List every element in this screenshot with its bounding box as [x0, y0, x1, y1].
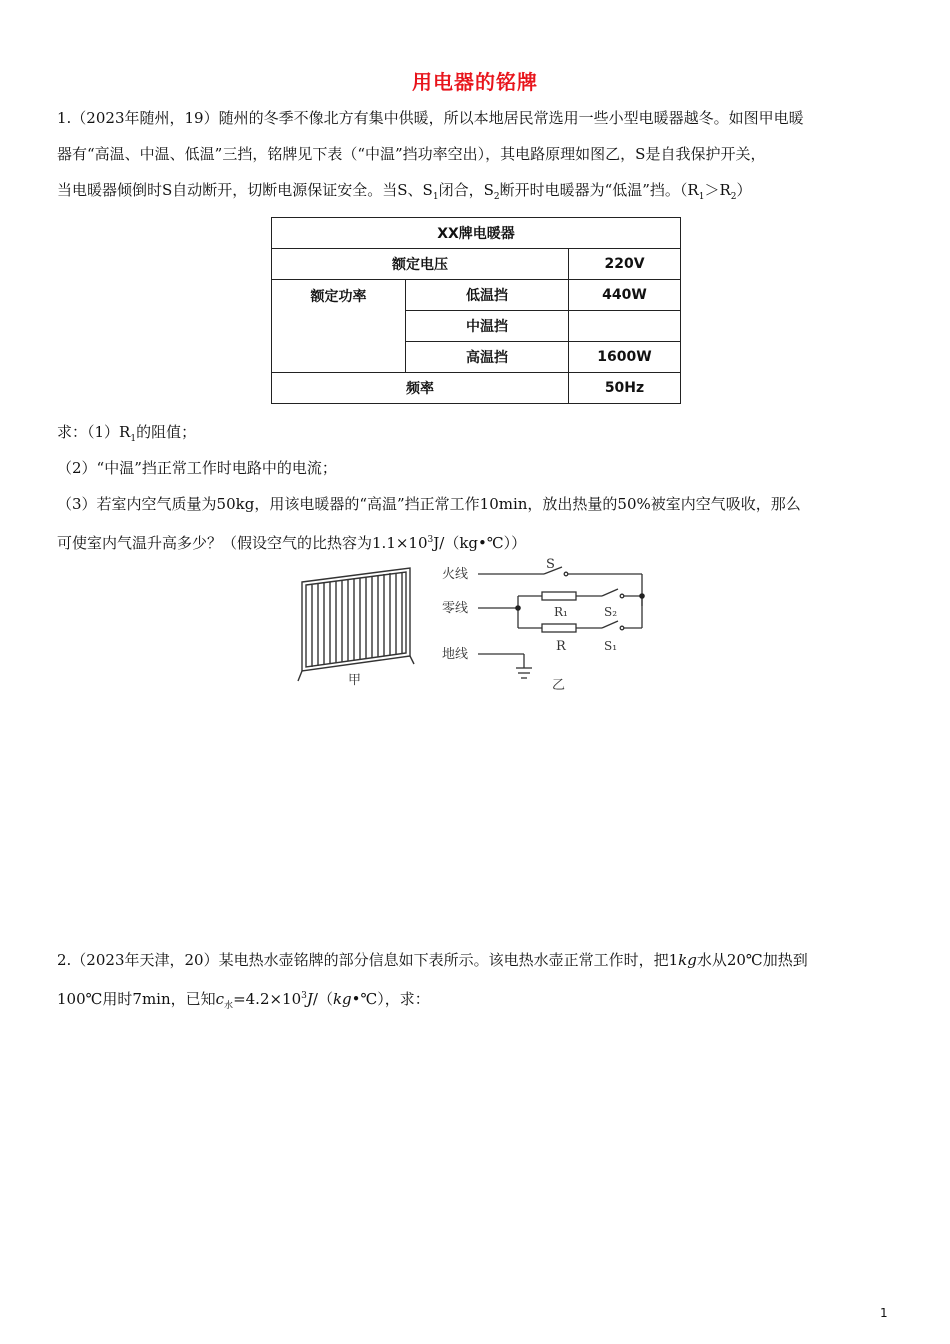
q1-ask-2: （2）“中温”挡正常工作时电路中的电流； — [57, 459, 337, 477]
q2-line-1: 2.（2023年天津，20）某电热水壶铭牌的部分信息如下表所示。该电热水壶正常工作时，把1kg水从20℃加热到 — [57, 951, 808, 969]
figure-b-label: 乙 — [552, 678, 566, 692]
q1-line-1: 1.（2023年随州，19）随州的冬季不像北方有集中供暖，所以本地居民常选用一些小型电暖器越冬。如图甲电暖 — [57, 109, 804, 127]
mid-gear-label: 中温挡 — [406, 311, 569, 342]
r1-label: R₁ — [554, 605, 568, 619]
switch-s-label: S — [546, 557, 555, 572]
neutral-wire-label: 零线 — [442, 601, 469, 616]
q2-line-2: 100℃用时7min，已知$c_水=4.2\times 10^3J/(kg•℃)$，求： — [57, 990, 430, 1011]
high-gear-label: 高温挡 — [406, 342, 569, 373]
s1-label: S₁ — [604, 639, 618, 653]
frequency-label: 频率 — [272, 373, 569, 404]
high-gear-value: 1600W — [569, 342, 681, 373]
q1-line-2: 器有“高温、中温、低温”三挡，铭牌见下表（“中温”挡功率空出），其电路原理如图乙，S是自我保护开关， — [57, 145, 766, 163]
q1-line-3: 当电暖器倾倒时S自动断开，切断电源保证安全。当S、$S_1$闭合，$S_2$断开时电暖器为“低温”挡。$(R_1>R_2)$ — [57, 181, 752, 202]
figure-a-label: 甲 — [348, 673, 362, 688]
question-2 — [57, 942, 895, 1024]
heater-figure — [296, 556, 656, 692]
heater-drawing — [298, 568, 414, 681]
nameplate-header: XX牌电暖器 — [272, 218, 681, 249]
q1-ask-1: 求：$(1)R_1$的阻值； — [57, 423, 197, 444]
q1-ask-3-line-2: 可使室内气温升高多少？（假设空气的比热容为$1.1\times 10^3J/(kg•℃)$） — [57, 534, 527, 552]
junction-left — [515, 605, 521, 611]
circuit-drawing — [478, 567, 642, 678]
question-1 — [57, 100, 895, 215]
rated-voltage-value: 220V — [569, 249, 681, 280]
q1-ask-3-line-1: （3）若室内空气质量为50kg，用该电暖器的“高温”挡正常工作10min，放出热量的50%被室内空气吸收，那么 — [57, 495, 801, 513]
ground-wire-label: 地线 — [442, 647, 469, 662]
rated-voltage-label: 额定电压 — [272, 249, 569, 280]
nameplate-table — [271, 217, 681, 404]
junction-right — [639, 593, 645, 599]
s2-label: S₂ — [604, 605, 618, 619]
r-label: R — [556, 639, 566, 654]
rated-power-label: 额定功率 — [272, 280, 406, 373]
page-number: 1 — [880, 1306, 888, 1320]
page-title: 用电器的铭牌 — [412, 70, 538, 94]
mid-gear-value — [569, 311, 681, 342]
low-gear-label: 低温挡 — [406, 280, 569, 311]
live-wire-label: 火线 — [442, 567, 469, 582]
low-gear-value: 440W — [569, 280, 681, 311]
frequency-value: 50Hz — [569, 373, 681, 404]
